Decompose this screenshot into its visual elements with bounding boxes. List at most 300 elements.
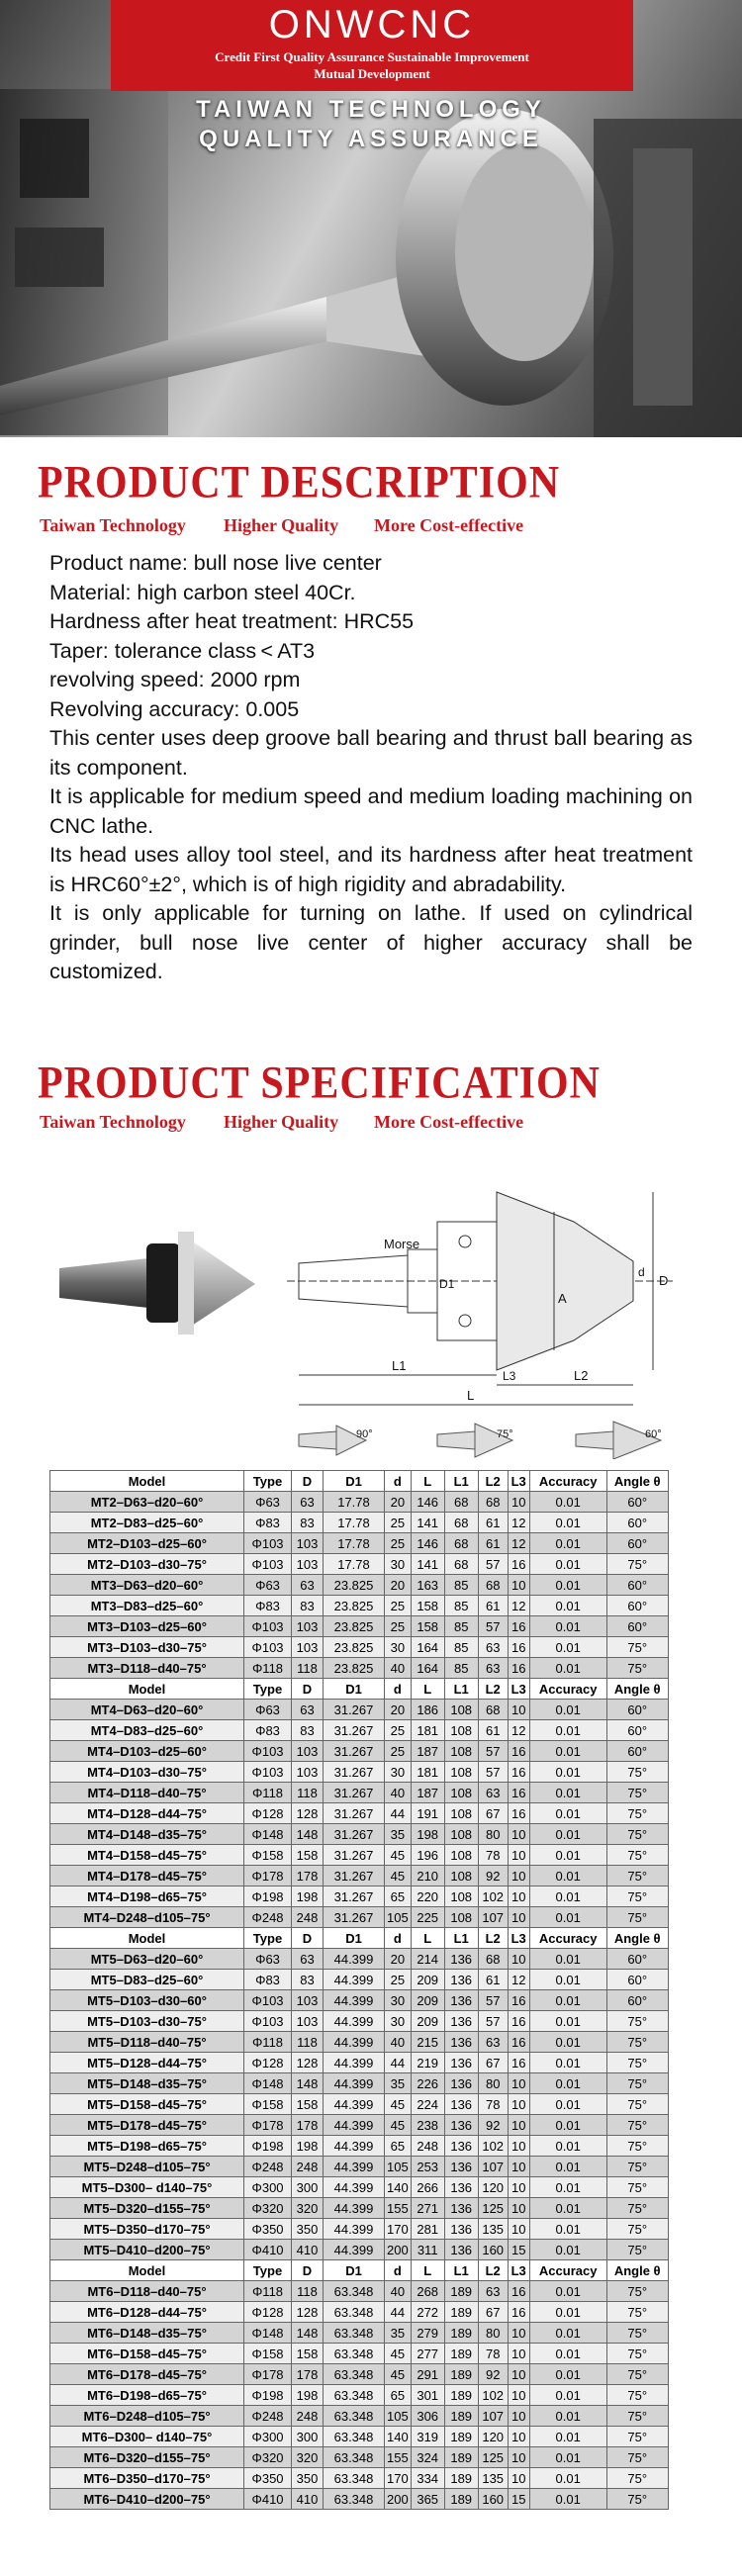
table-row <box>50 2323 669 2344</box>
value-cell: 75° <box>606 2344 668 2364</box>
value-cell: 148 <box>292 1824 324 1845</box>
value-cell: 44 <box>385 2053 412 2073</box>
value-cell: 68 <box>478 1700 508 1720</box>
model-cell: MT5–D148–d35–75° <box>50 2073 244 2094</box>
header-cell: L <box>411 1679 444 1700</box>
value-cell: 410 <box>292 2489 324 2510</box>
value-cell: 12 <box>508 1970 529 1990</box>
value-cell: 163 <box>411 1575 444 1596</box>
value-cell: 75° <box>606 1886 668 1907</box>
value-cell: 0.01 <box>529 2073 606 2094</box>
value-cell: 44 <box>385 1803 412 1824</box>
value-cell: 136 <box>444 2177 478 2198</box>
value-cell: 44.399 <box>324 2094 385 2115</box>
technical-drawing <box>287 1192 673 1405</box>
value-cell: 44.399 <box>324 2177 385 2198</box>
table-row <box>50 2240 669 2260</box>
value-cell: 0.01 <box>529 1658 606 1679</box>
table-row <box>50 1866 669 1886</box>
value-cell: 61 <box>478 1513 508 1533</box>
value-cell: 10 <box>508 2219 529 2240</box>
value-cell: 215 <box>411 2032 444 2053</box>
table-row <box>50 1949 669 1970</box>
hero-banner <box>0 0 742 437</box>
angle-75: 75° <box>497 1428 513 1440</box>
value-cell: 158 <box>411 1596 444 1616</box>
value-cell: 85 <box>444 1637 478 1658</box>
value-cell: 103 <box>292 1533 324 1554</box>
model-cell: MT5–D103–d30–75° <box>50 2011 244 2032</box>
table-row <box>50 1720 669 1741</box>
value-cell: 16 <box>508 2011 529 2032</box>
value-cell: 75° <box>606 2011 668 2032</box>
value-cell: Φ128 <box>244 2053 292 2073</box>
value-cell: 23.825 <box>324 1596 385 1616</box>
model-cell: MT6–D128–d44–75° <box>50 2302 244 2323</box>
value-cell: 85 <box>444 1616 478 1637</box>
value-cell: 67 <box>478 2302 508 2323</box>
table-row <box>50 1762 669 1783</box>
value-cell: 63.348 <box>324 2385 385 2406</box>
value-cell: 57 <box>478 1990 508 2011</box>
value-cell: 136 <box>444 2011 478 2032</box>
value-cell: 306 <box>411 2406 444 2427</box>
value-cell: 118 <box>292 1783 324 1803</box>
value-cell: 75° <box>606 2157 668 2177</box>
value-cell: 16 <box>508 1741 529 1762</box>
value-cell: 0.01 <box>529 1637 606 1658</box>
value-cell: Φ248 <box>244 2406 292 2427</box>
value-cell: Φ118 <box>244 1783 292 1803</box>
value-cell: 108 <box>444 1824 478 1845</box>
value-cell: 30 <box>385 1990 412 2011</box>
value-cell: 103 <box>292 1616 324 1637</box>
value-cell: 68 <box>478 1575 508 1596</box>
value-cell: 23.825 <box>324 1616 385 1637</box>
value-cell: 65 <box>385 2136 412 2157</box>
value-cell: 78 <box>478 1845 508 1866</box>
table-row <box>50 1990 669 2011</box>
value-cell: 0.01 <box>529 2053 606 2073</box>
table-row <box>50 1616 669 1637</box>
value-cell: 136 <box>444 2198 478 2219</box>
table-row <box>50 2385 669 2406</box>
model-cell: MT4–D83–d25–60° <box>50 1720 244 1741</box>
value-cell: Φ63 <box>244 1949 292 1970</box>
value-cell: 189 <box>444 2302 478 2323</box>
value-cell: 35 <box>385 2073 412 2094</box>
header-cell: L2 <box>478 1928 508 1949</box>
model-cell: MT5–D178–d45–75° <box>50 2115 244 2136</box>
value-cell: 75° <box>606 2489 668 2510</box>
value-cell: 10 <box>508 1886 529 1907</box>
value-cell: 25 <box>385 1533 412 1554</box>
value-cell: 16 <box>508 1658 529 1679</box>
value-cell: Φ118 <box>244 1658 292 1679</box>
model-cell: MT5–D198–d65–75° <box>50 2136 244 2157</box>
value-cell: 44.399 <box>324 2115 385 2136</box>
value-cell: 60° <box>606 1741 668 1762</box>
value-cell: 128 <box>292 2053 324 2073</box>
slogan-line-1: Credit First Quality Assurance Sustainable Improvement <box>215 49 529 64</box>
value-cell: 60° <box>606 1990 668 2011</box>
value-cell: 10 <box>508 2094 529 2115</box>
value-cell: 0.01 <box>529 1990 606 2011</box>
value-cell: Φ178 <box>244 1866 292 1886</box>
value-cell: 0.01 <box>529 1886 606 1907</box>
value-cell: 268 <box>411 2281 444 2302</box>
value-cell: 80 <box>478 2323 508 2344</box>
table-row <box>50 2115 669 2136</box>
table-row <box>50 1533 669 1554</box>
table-row <box>50 2489 669 2510</box>
value-cell: 75° <box>606 1554 668 1575</box>
value-cell: 0.01 <box>529 2302 606 2323</box>
value-cell: 75° <box>606 2032 668 2053</box>
value-cell: 75° <box>606 2447 668 2468</box>
value-cell: 226 <box>411 2073 444 2094</box>
model-cell: MT5–D320–d155–75° <box>50 2198 244 2219</box>
value-cell: 60° <box>606 1700 668 1720</box>
value-cell: 61 <box>478 1720 508 1741</box>
value-cell: 146 <box>411 1492 444 1513</box>
header-cell: L2 <box>478 1679 508 1700</box>
model-cell: MT6–D178–d45–75° <box>50 2364 244 2385</box>
value-cell: Φ148 <box>244 2323 292 2344</box>
value-cell: 0.01 <box>529 2427 606 2447</box>
value-cell: 12 <box>508 1596 529 1616</box>
value-cell: 44.399 <box>324 2073 385 2094</box>
value-cell: 196 <box>411 1845 444 1866</box>
value-cell: 118 <box>292 2281 324 2302</box>
header-cell: L3 <box>508 2260 529 2281</box>
value-cell: 209 <box>411 2011 444 2032</box>
model-cell: MT2–D83–d25–60° <box>50 1513 244 1533</box>
value-cell: 80 <box>478 2073 508 2094</box>
table-row <box>50 2094 669 2115</box>
model-cell: MT5–D158–d45–75° <box>50 2094 244 2115</box>
value-cell: 57 <box>478 1554 508 1575</box>
model-cell: MT6–D410–d200–75° <box>50 2489 244 2510</box>
table-row <box>50 2177 669 2198</box>
value-cell: 60° <box>606 1949 668 1970</box>
label-l3: L3 <box>503 1369 516 1383</box>
value-cell: 83 <box>292 1596 324 1616</box>
value-cell: Φ410 <box>244 2489 292 2510</box>
header-cell: D <box>292 1928 324 1949</box>
desc-line: revolving speed: 2000 rpm <box>49 668 301 691</box>
tag-taiwan: Taiwan Technology <box>40 1112 186 1132</box>
value-cell: Φ63 <box>244 1492 292 1513</box>
value-cell: 279 <box>411 2323 444 2344</box>
tag-cost: More Cost-effective <box>374 1112 524 1132</box>
value-cell: 198 <box>292 2385 324 2406</box>
value-cell: 248 <box>292 2406 324 2427</box>
value-cell: Φ128 <box>244 1803 292 1824</box>
angle-90: 90° <box>356 1428 373 1440</box>
value-cell: 248 <box>292 2157 324 2177</box>
value-cell: 10 <box>508 1907 529 1928</box>
value-cell: 136 <box>444 2157 478 2177</box>
value-cell: 0.01 <box>529 1533 606 1554</box>
value-cell: 25 <box>385 1970 412 1990</box>
header-cell: L1 <box>444 1679 478 1700</box>
model-cell: MT5–D128–d44–75° <box>50 2053 244 2073</box>
value-cell: 63.348 <box>324 2427 385 2447</box>
table-row <box>50 1970 669 1990</box>
value-cell: 108 <box>444 1907 478 1928</box>
header-cell: D1 <box>324 1679 385 1700</box>
value-cell: 60° <box>606 1596 668 1616</box>
value-cell: 17.78 <box>324 1513 385 1533</box>
model-cell: MT5–D118–d40–75° <box>50 2032 244 2053</box>
value-cell: 44 <box>385 2302 412 2323</box>
value-cell: 200 <box>385 2240 412 2260</box>
header-cell: Accuracy <box>529 1679 606 1700</box>
table-row <box>50 1637 669 1658</box>
value-cell: 125 <box>478 2198 508 2219</box>
value-cell: 63.348 <box>324 2406 385 2427</box>
value-cell: 219 <box>411 2053 444 2073</box>
header-cell: Angle θ <box>606 1471 668 1492</box>
value-cell: 238 <box>411 2115 444 2136</box>
header-cell: D <box>292 1679 324 1700</box>
value-cell: 60° <box>606 1533 668 1554</box>
model-cell: MT6–D118–d40–75° <box>50 2281 244 2302</box>
model-cell: MT3–D83–d25–60° <box>50 1596 244 1616</box>
value-cell: 78 <box>478 2344 508 2364</box>
value-cell: 191 <box>411 1803 444 1824</box>
header-cell: Accuracy <box>529 1928 606 1949</box>
desc-line: Revolving accuracy: 0.005 <box>49 696 300 721</box>
value-cell: 31.267 <box>324 1824 385 1845</box>
tag-cost: More Cost-effective <box>374 515 524 535</box>
value-cell: 44.399 <box>324 2157 385 2177</box>
value-cell: 31.267 <box>324 1741 385 1762</box>
model-cell: MT5–D63–d20–60° <box>50 1949 244 1970</box>
value-cell: 75° <box>606 2468 668 2489</box>
value-cell: 136 <box>444 2094 478 2115</box>
value-cell: 75° <box>606 2302 668 2323</box>
value-cell: 0.01 <box>529 2344 606 2364</box>
model-cell: MT6–D350–d170–75° <box>50 2468 244 2489</box>
value-cell: Φ83 <box>244 1596 292 1616</box>
value-cell: Φ158 <box>244 2094 292 2115</box>
value-cell: 136 <box>444 2240 478 2260</box>
model-cell: MT4–D103–d25–60° <box>50 1741 244 1762</box>
value-cell: 75° <box>606 2281 668 2302</box>
value-cell: 63.348 <box>324 2344 385 2364</box>
value-cell: 75° <box>606 1783 668 1803</box>
value-cell: 63.348 <box>324 2447 385 2468</box>
label-d: d <box>638 1265 645 1279</box>
value-cell: 44.399 <box>324 1949 385 1970</box>
value-cell: Φ83 <box>244 1720 292 1741</box>
value-cell: 10 <box>508 2157 529 2177</box>
value-cell: 140 <box>385 2177 412 2198</box>
model-cell: MT4–D178–d45–75° <box>50 1866 244 1886</box>
value-cell: Φ300 <box>244 2177 292 2198</box>
value-cell: 0.01 <box>529 1741 606 1762</box>
table-row <box>50 1513 669 1533</box>
label-l1: L1 <box>392 1358 407 1373</box>
value-cell: 57 <box>478 2011 508 2032</box>
table-header-row <box>50 1928 669 1949</box>
value-cell: 155 <box>385 2198 412 2219</box>
value-cell: 135 <box>478 2468 508 2489</box>
value-cell: 0.01 <box>529 1866 606 1886</box>
value-cell: 75° <box>606 2406 668 2427</box>
value-cell: 83 <box>292 1720 324 1741</box>
value-cell: 102 <box>478 2136 508 2157</box>
value-cell: 16 <box>508 1990 529 2011</box>
value-cell: 60° <box>606 1720 668 1741</box>
header-cell: L <box>411 2260 444 2281</box>
header-cell: L2 <box>478 2260 508 2281</box>
value-cell: 319 <box>411 2427 444 2447</box>
table-row <box>50 2447 669 2468</box>
value-cell: Φ198 <box>244 2385 292 2406</box>
value-cell: 108 <box>444 1803 478 1824</box>
value-cell: 164 <box>411 1637 444 1658</box>
value-cell: 92 <box>478 1866 508 1886</box>
value-cell: 31.267 <box>324 1803 385 1824</box>
value-cell: 108 <box>444 1700 478 1720</box>
value-cell: Φ103 <box>244 1616 292 1637</box>
table-row <box>50 1783 669 1803</box>
value-cell: 105 <box>385 2157 412 2177</box>
value-cell: 136 <box>444 2073 478 2094</box>
tagline-1: TAIWAN TECHNOLOGY <box>196 96 546 123</box>
value-cell: 83 <box>292 1970 324 1990</box>
value-cell: 75° <box>606 1907 668 1928</box>
value-cell: Φ320 <box>244 2447 292 2468</box>
value-cell: Φ350 <box>244 2468 292 2489</box>
value-cell: Φ128 <box>244 2302 292 2323</box>
header-cell: Angle θ <box>606 1679 668 1700</box>
value-cell: 57 <box>478 1741 508 1762</box>
value-cell: 108 <box>444 1886 478 1907</box>
header-cell: L <box>411 1928 444 1949</box>
value-cell: 31.267 <box>324 1762 385 1783</box>
table-row <box>50 1658 669 1679</box>
value-cell: 75° <box>606 2094 668 2115</box>
value-cell: 253 <box>411 2157 444 2177</box>
value-cell: 75° <box>606 1803 668 1824</box>
value-cell: 187 <box>411 1783 444 1803</box>
value-cell: 0.01 <box>529 1575 606 1596</box>
table-row <box>50 1700 669 1720</box>
header-cell: Type <box>244 2260 292 2281</box>
value-cell: 63.348 <box>324 2302 385 2323</box>
value-cell: 209 <box>411 1990 444 2011</box>
value-cell: 20 <box>385 1949 412 1970</box>
value-cell: 40 <box>385 1658 412 1679</box>
table-row <box>50 1886 669 1907</box>
value-cell: 20 <box>385 1492 412 1513</box>
model-cell: MT4–D103–d30–75° <box>50 1762 244 1783</box>
value-cell: 350 <box>292 2219 324 2240</box>
value-cell: 248 <box>292 1907 324 1928</box>
value-cell: 102 <box>478 1886 508 1907</box>
header-cell: D <box>292 2260 324 2281</box>
value-cell: 10 <box>508 1575 529 1596</box>
value-cell: 128 <box>292 1803 324 1824</box>
value-cell: 0.01 <box>529 2115 606 2136</box>
value-cell: 75° <box>606 2427 668 2447</box>
table-row <box>50 2219 669 2240</box>
value-cell: 31.267 <box>324 1700 385 1720</box>
description-body <box>49 549 693 987</box>
table-row <box>50 1596 669 1616</box>
value-cell: 0.01 <box>529 1762 606 1783</box>
value-cell: 20 <box>385 1700 412 1720</box>
value-cell: 63 <box>478 2032 508 2053</box>
value-cell: 65 <box>385 1886 412 1907</box>
value-cell: Φ178 <box>244 2115 292 2136</box>
value-cell: 10 <box>508 2364 529 2385</box>
model-cell: MT2–D63–d20–60° <box>50 1492 244 1513</box>
value-cell: 181 <box>411 1720 444 1741</box>
value-cell: 10 <box>508 1700 529 1720</box>
label-morse: Morse <box>384 1237 420 1251</box>
value-cell: 63 <box>292 1949 324 1970</box>
value-cell: 63 <box>478 2281 508 2302</box>
model-cell: MT5–D248–d105–75° <box>50 2157 244 2177</box>
header-cell: Model <box>50 1928 244 1949</box>
tag-quality: Higher Quality <box>224 515 339 535</box>
header-cell: L1 <box>444 1928 478 1949</box>
value-cell: 45 <box>385 2115 412 2136</box>
model-cell: MT5–D350–d170–75° <box>50 2219 244 2240</box>
value-cell: 63 <box>292 1492 324 1513</box>
table-row <box>50 2364 669 2385</box>
value-cell: 44.399 <box>324 2032 385 2053</box>
value-cell: 158 <box>411 1616 444 1637</box>
value-cell: 136 <box>444 1970 478 1990</box>
value-cell: 103 <box>292 1741 324 1762</box>
header-cell: Angle θ <box>606 1928 668 1949</box>
value-cell: 40 <box>385 2032 412 2053</box>
value-cell: 148 <box>292 2323 324 2344</box>
value-cell: 135 <box>478 2219 508 2240</box>
value-cell: 120 <box>478 2427 508 2447</box>
value-cell: 105 <box>385 2406 412 2427</box>
value-cell: 67 <box>478 1803 508 1824</box>
header-cell: D1 <box>324 1928 385 1949</box>
value-cell: 0.01 <box>529 1845 606 1866</box>
value-cell: 92 <box>478 2115 508 2136</box>
value-cell: 85 <box>444 1575 478 1596</box>
table-row <box>50 1492 669 1513</box>
value-cell: 16 <box>508 1616 529 1637</box>
model-cell: MT6–D198–d65–75° <box>50 2385 244 2406</box>
live-center-photo <box>59 1232 255 1334</box>
table-row <box>50 1741 669 1762</box>
header-cell: d <box>385 1471 412 1492</box>
value-cell: 136 <box>444 2032 478 2053</box>
value-cell: 60° <box>606 1513 668 1533</box>
label-d1: D1 <box>439 1277 455 1291</box>
value-cell: Φ83 <box>244 1513 292 1533</box>
model-cell: MT5–D300– d140–75° <box>50 2177 244 2198</box>
value-cell: 158 <box>292 2344 324 2364</box>
value-cell: 0.01 <box>529 2011 606 2032</box>
value-cell: 158 <box>292 2094 324 2115</box>
table-row <box>50 1845 669 1866</box>
value-cell: 23.825 <box>324 1658 385 1679</box>
value-cell: 31.267 <box>324 1720 385 1741</box>
